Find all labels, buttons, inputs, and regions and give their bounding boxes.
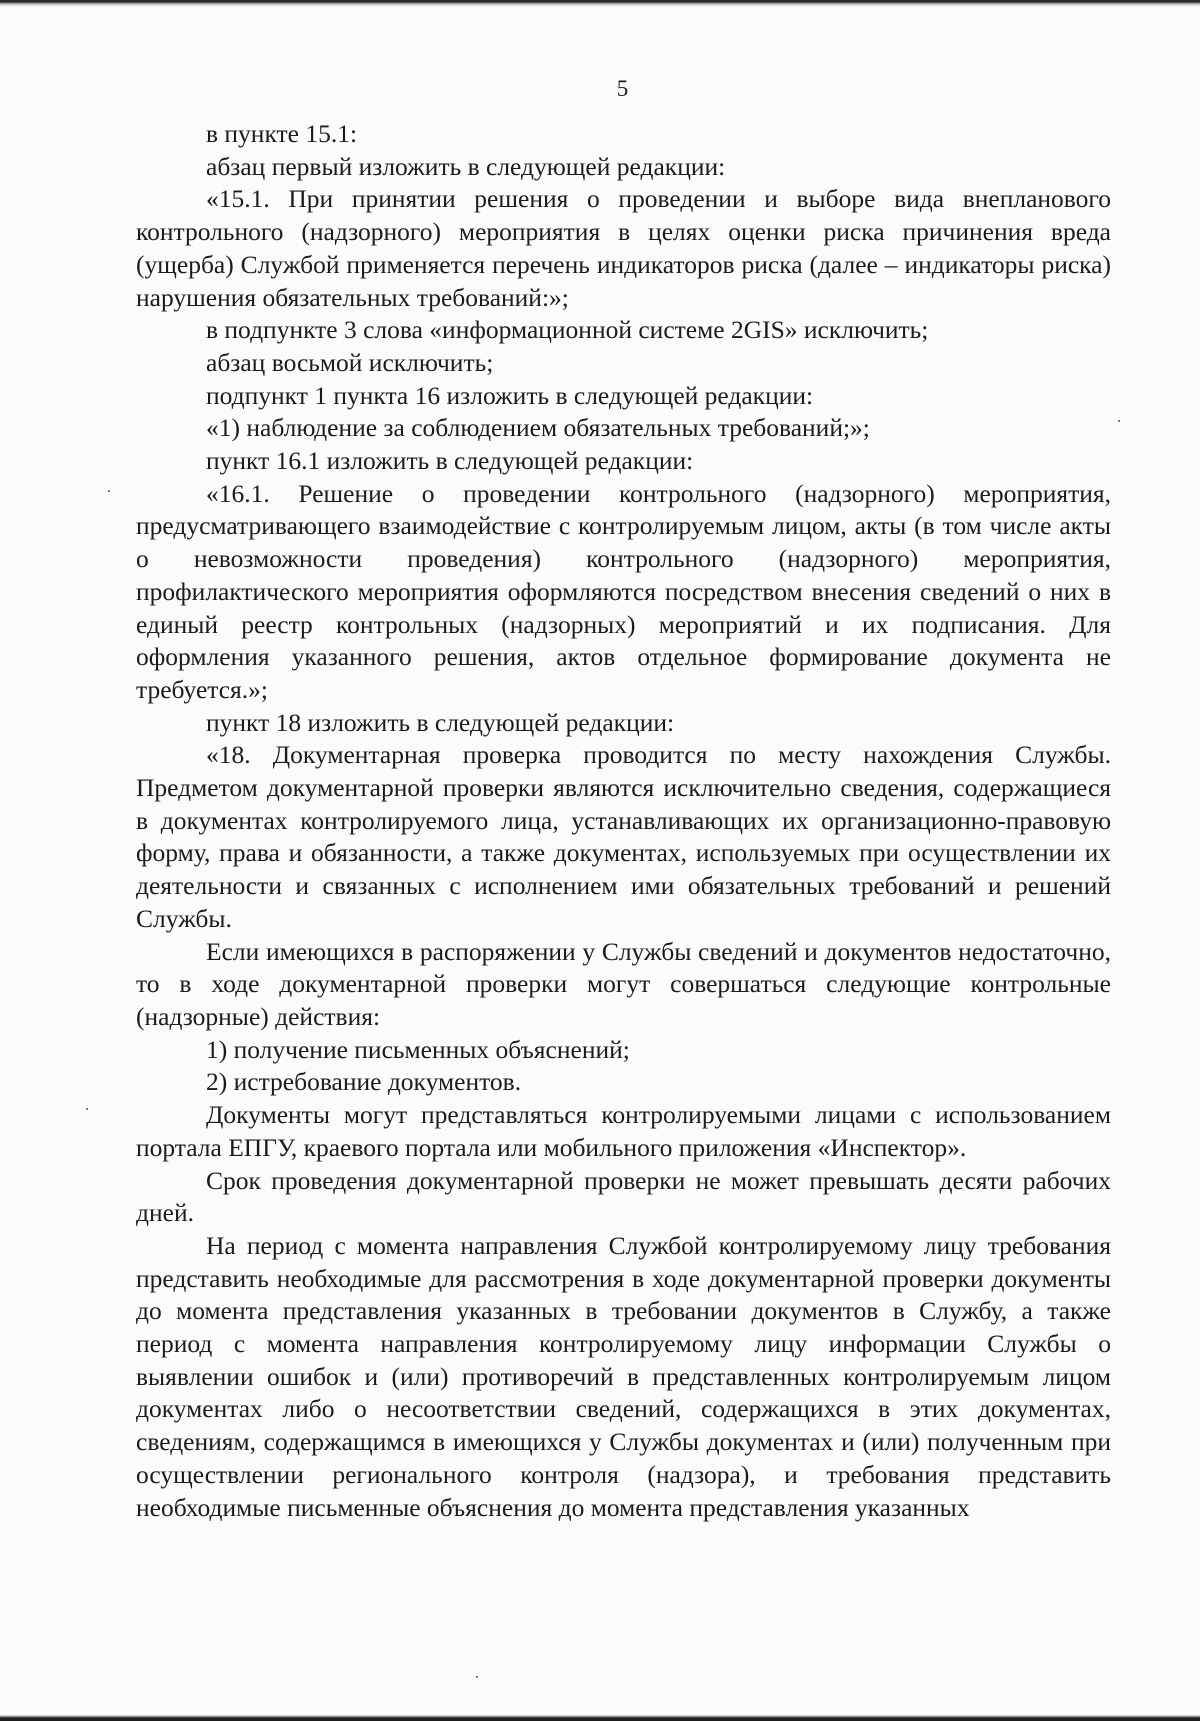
paragraph-1: в пункте 15.1: (206, 119, 358, 148)
paragraph-17: На период с момента направления Службой контролируемому лицу требования представить необходимые для рассмотрения в ходе документарной проверки документы до момента представления указанных в требовании документов в Службу, а также период с момента направления контролируемому лицу информации Службы о выявлении ошибок и (или) противоречий в представленных контролируемым лицом документах либо о несоответствии сведений, содержащихся в этих документах, сведениям, содержащимся в имеющихся у Службы документах и (или) полученным при осуществлении регионального контроля (надзора), и требования представить необходимые письменные объяснения до момента представления указанных (136, 1230, 1111, 1522)
paragraph-8: пункт 16.1 изложить в следующей редакции: (206, 446, 694, 476)
scan-speck (476, 1676, 478, 1678)
paragraph-16: Срок проведения документарной проверки не может превышать десяти рабочих дней. (136, 1165, 1111, 1228)
paragraph-10: пункт 18 изложить в следующей редакции: (206, 707, 675, 737)
paragraph-14: 2) истребование документов. (206, 1067, 522, 1097)
scan-speck (1118, 420, 1120, 422)
paragraph-4: в подпункте 3 слова «информационной системе 2GIS» исключить; (206, 315, 929, 345)
paragraph-7: «1) наблюдение за соблюдением обязательных требований;»; (206, 413, 870, 443)
paragraph-9: «16.1. Решение о проведении контрольного (надзорного) мероприятия, предусматривающего взаимодействие с контролируемым лицом, акты (в том числе акты о невозможности проведения) контрольного (надзорного) мероприятия, профилактического мероприятия оформляются посредством внесения сведений о них в единый реестр контрольных (надзорных) мероприятий и их подписания. Для оформления указанного решения, актов отдельное формирование документа не требуется.»; (136, 478, 1111, 704)
paragraph-13: 1) получение письменных объяснений; (206, 1034, 630, 1064)
document-body (136, 118, 1111, 1524)
paragraph-5: абзац восьмой исключить; (206, 347, 494, 377)
paragraph-11: «18. Документарная проверка проводится по месту нахождения Службы. Предметом документарной проверки являются исключительно сведения, содержащиеся в документах контролируемого лица, устанавливающих их организационно-правовую форму, права и обязанности, а также документах, используемых при осуществлении их деятельности и связанных с исполнением ими обязательных требований и решений Службы. (136, 740, 1111, 933)
scan-speck (108, 490, 110, 492)
paragraph-12: Если имеющихся в распоряжении у Службы сведений и документов недостаточно, то в ходе документарной проверки могут совершаться следующие контрольные (надзорные) действия: (136, 936, 1111, 1031)
paragraph-15: Документы могут представляться контролируемыми лицами с использованием портала ЕПГУ, краевого портала или мобильного приложения «Инспектор». (136, 1100, 1111, 1162)
scan-edge-top (0, 0, 1200, 7)
page-number: 5 (616, 76, 629, 101)
paragraph-3: «15.1. При принятии решения о проведении и выборе вида внепланового контрольного (надзорного) мероприятия в целях оценки риска причинения вреда (ущерба) Службой применяется перечень индикаторов риска (далее – индикаторы риска) нарушения обязательных требований:»; (136, 184, 1111, 312)
scan-edge-bottom (0, 1715, 1200, 1721)
paragraph-2: абзац первый изложить в следующей редакции: (206, 151, 726, 181)
scan-speck (86, 1108, 88, 1110)
paragraph-6: подпункт 1 пункта 16 изложить в следующей редакции: (206, 380, 814, 410)
